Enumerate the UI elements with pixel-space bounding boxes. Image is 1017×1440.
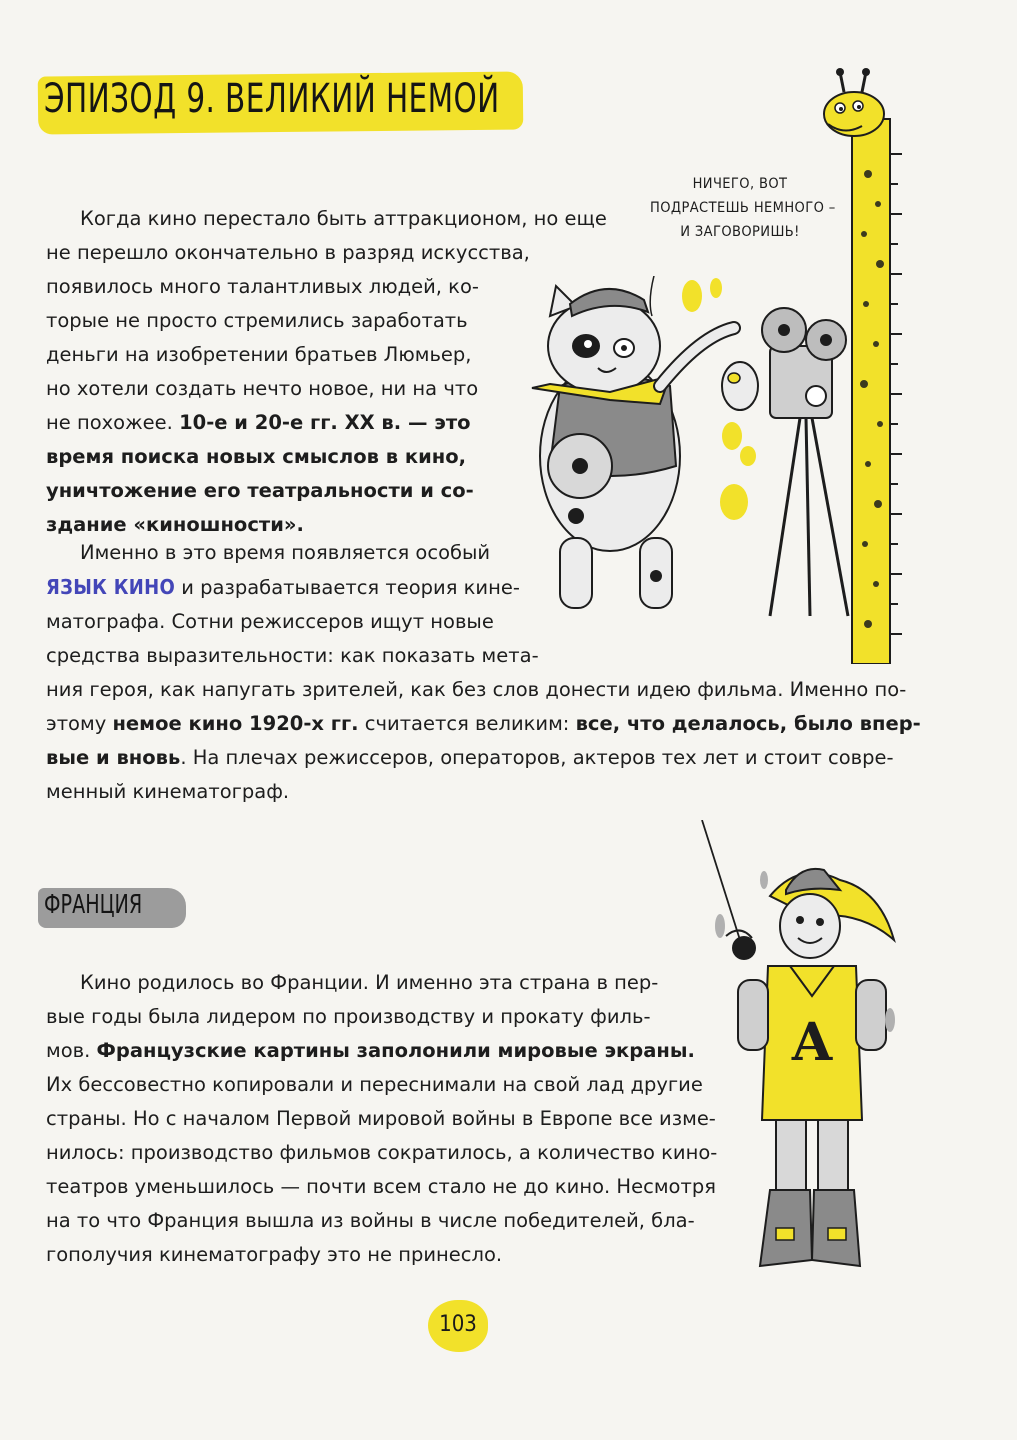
para2-line <box>46 707 921 741</box>
speech-bubble <box>650 172 836 244</box>
episode-heading <box>38 66 523 136</box>
para2-text: считается великим: <box>358 712 576 735</box>
para2-line: матографа. Сотни режиссеров ищут новые <box>46 610 494 633</box>
term-film-language: ЯЗЫК КИНО <box>46 575 176 599</box>
france-line: вые годы была лидером по производству и прокату филь- <box>46 1005 651 1028</box>
intro-line: деньги на изобретении братьев Люмьер, <box>46 343 472 366</box>
para2-bold: немое кино 1920-х гг. <box>112 712 359 735</box>
para2-line: Именно в это время появляется особый <box>80 541 491 564</box>
france-line: на то что Франция вышла из войны в числе победителей, бла- <box>46 1209 695 1232</box>
cat-camera-illustration <box>520 276 860 626</box>
section-heading-france <box>38 882 188 932</box>
france-line: Их бессовестно копировали и переснимали на свой лад другие <box>46 1073 703 1096</box>
tunic-letter-a: A <box>791 1012 833 1073</box>
speech-line-3: И ЗАГОВОРИШЬ! <box>680 224 800 240</box>
page-number <box>428 1300 488 1352</box>
para2-text: этому <box>46 712 113 735</box>
france-text: мов. <box>46 1039 97 1062</box>
para2-line <box>46 741 921 775</box>
france-line: Кино родилось во Франции. И именно эта страна в пер- <box>80 971 659 994</box>
speech-line-1: НИЧЕГО, ВОТ <box>692 176 788 192</box>
para2-bold: все, что делалось, было впер- <box>575 712 921 735</box>
speech-line-2: ПОДРАСТЕШЬ НЕМНОГО – <box>650 200 836 216</box>
intro-line-text: не похожее. <box>46 411 173 434</box>
france-paragraph <box>46 966 717 1272</box>
para2-line: ния героя, как напугать зрителей, как без слов донести идею фильма. Именно по- <box>46 678 907 701</box>
intro-bold-text: здание «киношности». <box>46 513 304 536</box>
musketeer-illustration <box>690 820 920 1290</box>
intro-line: Когда кино перестало быть аттракционом, но еще <box>80 207 607 230</box>
episode-title-text: ЭПИЗОД 9. ВЕЛИКИЙ НЕМОЙ <box>44 76 500 122</box>
france-line: гополучия кинематографу это не принесло. <box>46 1243 503 1266</box>
intro-bold-text: уничтожение его театральности и со- <box>46 479 474 502</box>
france-line <box>46 1034 717 1068</box>
intro-bold-inline: 10-е и 20-е гг. XX в. — это <box>179 411 471 434</box>
section-title-text: ФРАНЦИЯ <box>44 890 143 920</box>
para2-line: средства выразительности: как показать мета- <box>46 644 539 667</box>
france-bold: Французские картины заполонили мировые экраны. <box>96 1039 695 1062</box>
france-line: театров уменьшилось — почти всем стало не до кино. Несмотря <box>46 1175 716 1198</box>
intro-line: торые не просто стремились заработать <box>46 309 468 332</box>
page-number-text: 103 <box>439 1312 477 1337</box>
para2-line: менный кинематограф. <box>46 780 290 803</box>
para2-text: и разрабатывается теория кине- <box>175 576 520 599</box>
para2-bold: вые и вновь <box>46 746 181 769</box>
france-line: нилось: производство фильмов сократилось, а количество кино- <box>46 1141 718 1164</box>
intro-line: не перешло окончательно в разряд искусства, <box>46 241 530 264</box>
intro-line: но хотели создать нечто новое, ни на что <box>46 377 479 400</box>
para2-text: . На плечах режиссеров, операторов, актеров тех лет и стоит совре- <box>180 746 894 769</box>
france-line: страны. Но с началом Первой мировой войны в Европе все изме- <box>46 1107 716 1130</box>
intro-bold-text: время поиска новых смыслов в кино, <box>46 445 467 468</box>
intro-line: появилось много талантливых людей, ко- <box>46 275 479 298</box>
